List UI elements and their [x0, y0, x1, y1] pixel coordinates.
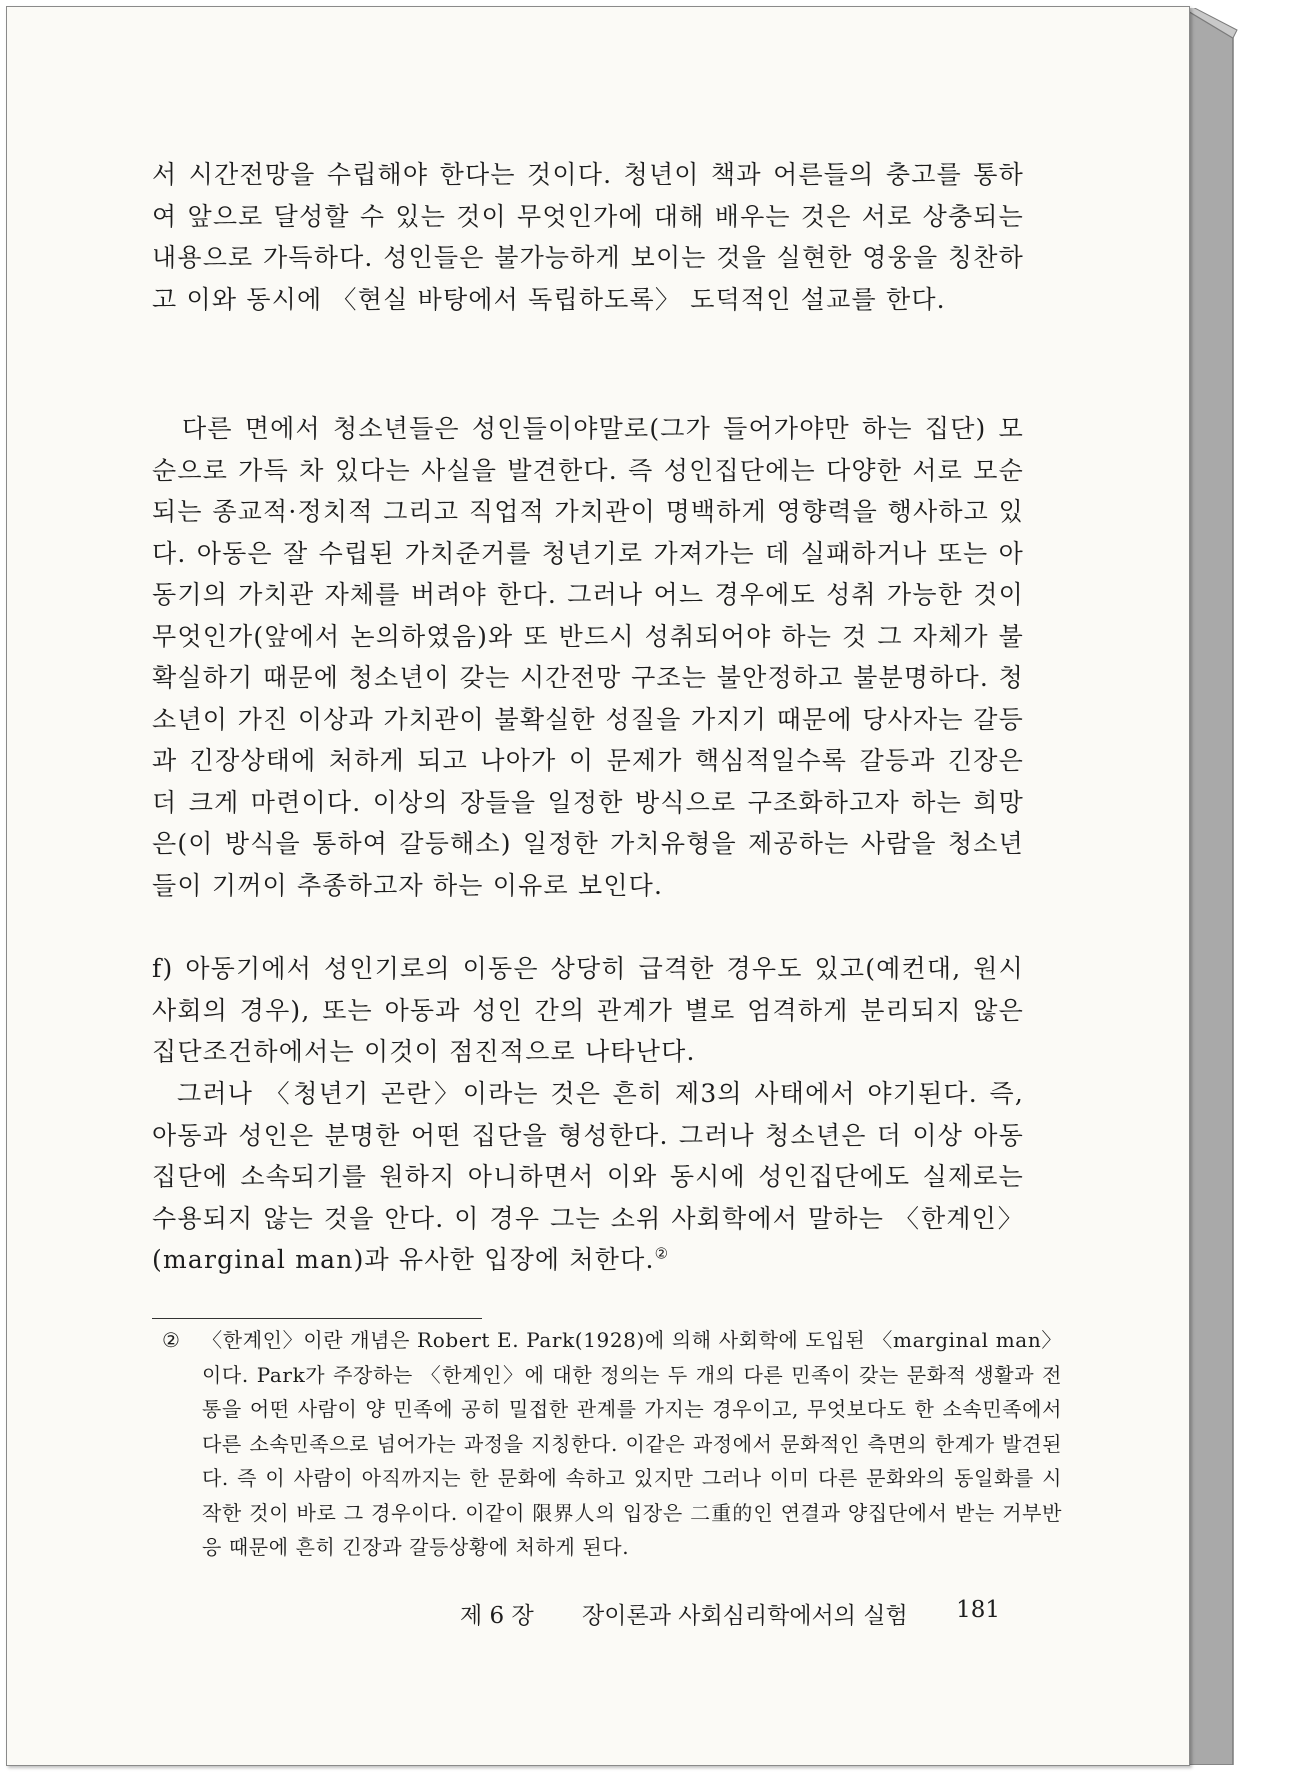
- paragraph-1: 서 시간전망을 수립해야 한다는 것이다. 청년이 책과 어른들의 충고를 통하여 앞으로 달성할 수 있는 것이 무엇인가에 대해 배우는 것은 서로 상충되는 내용으로 가득하다. 성인들은 불가능하게 보이는 것을 실현한 영웅을 칭찬하고 이와 동시에 〈현실 바탕에서 독립하도록〉 도덕적인 설교를 한다.: [152, 160, 1024, 314]
- footer-chapter: 제 6 장: [460, 1603, 534, 1629]
- book-page-edge: [1183, 8, 1253, 1765]
- footnote-divider: [152, 1318, 482, 1319]
- paragraph-3: f) 아동기에서 성인기로의 이동은 상당히 급격한 경우도 있고(예컨대, 원시사회의 경우), 또는 아동과 성인 간의 관계가 별로 엄격하게 분리되지 않은 집단조건하에서는 이것이 점진적으로 나타난다.: [152, 954, 1024, 1066]
- running-footer: [460, 1597, 1000, 1630]
- paragraph-4: [152, 1073, 1024, 1281]
- footnote-text: 〈한계인〉이란 개념은 Robert E. Park(1928)에 의해 사회학에 도입된 〈marginal man〉이다. Park가 주장하는 〈한계인〉에 대한 정의는 두 개의 다른 민족이 갖는 문화적 생활과 전통을 어떤 사람이 양 민족에 공히 밀접한 관계를 가지는 경우이고, 무엇보다도 한 소속민족에서 다른 소속민족으로 넘어가는 과정을 지칭한다. 이같은 과정에서 문화적인 측면의 한계가 발견된다. 즉 이 사람이 아직까지는 한 문화에 속하고 있지만 그러나 이미 다른 문화와의 동일화를 시작한 것이 바로 그 경우이다. 이같이 限界人의 입장은 二重的인 연결과 양집단에서 받는 거부반응 때문에 흔히 긴장과 갈등상황에 처하게 된다.: [202, 1328, 1062, 1559]
- footer-chapter-title: 장이론과 사회심리학에서의 실험: [582, 1603, 908, 1629]
- footnote-reference-marker: ②: [654, 1244, 670, 1263]
- paragraph-4-text: 그러나 〈청년기 곤란〉이라는 것은 흔히 제3의 사태에서 야기된다. 즉, 아동과 성인은 분명한 어떤 집단을 형성한다. 그러나 청소년은 더 이상 아동집단에 소속되기를 원하지 아니하면서 이와 동시에 성인집단에도 실제로는 수용되지 않는 것을 안다. 이 경우 그는 소위 사회학에서 말하는 〈한계인〉(marginal man)과 유사한 입장에 처한다.: [152, 1079, 1024, 1274]
- paragraph-2: 다른 면에서 청소년들은 성인들이야말로(그가 들어가야만 하는 집단) 모순으로 가득 차 있다는 사실을 발견한다. 즉 성인집단에는 다양한 서로 모순되는 종교적·정치적 그리고 직업적 가치관이 명백하게 영향력을 행사하고 있다. 아동은 잘 수립된 가치준거를 청년기로 가져가는 데 실패하거나 또는 아동기의 가치관 자체를 버려야 한다. 그러나 어느 경우에도 성취 가능한 것이 무엇인가(앞에서 논의하였음)와 또 반드시 성취되어야 하는 것 그 자체가 불확실하기 때문에 청소년이 갖는 시간전망 구조는 불안정하고 불분명하다. 청소년이 가진 이상과 가치관이 불확실한 성질을 가지기 때문에 당사자는 갈등과 긴장상태에 처하게 되고 나아가 이 문제가 핵심적일수록 갈등과 긴장은 더 크게 마련이다. 이상의 장들을 일정한 방식으로 구조화하고자 하는 희망은(이 방식을 통하여 갈등해소) 일정한 가치유형을 제공하는 사람을 청소년들이 기꺼이 추종하고자 하는 이유로 보인다.: [152, 414, 1024, 900]
- footnote: [162, 1323, 1062, 1565]
- footnote-number: ②: [162, 1328, 181, 1352]
- page-number: 181: [956, 1597, 1000, 1623]
